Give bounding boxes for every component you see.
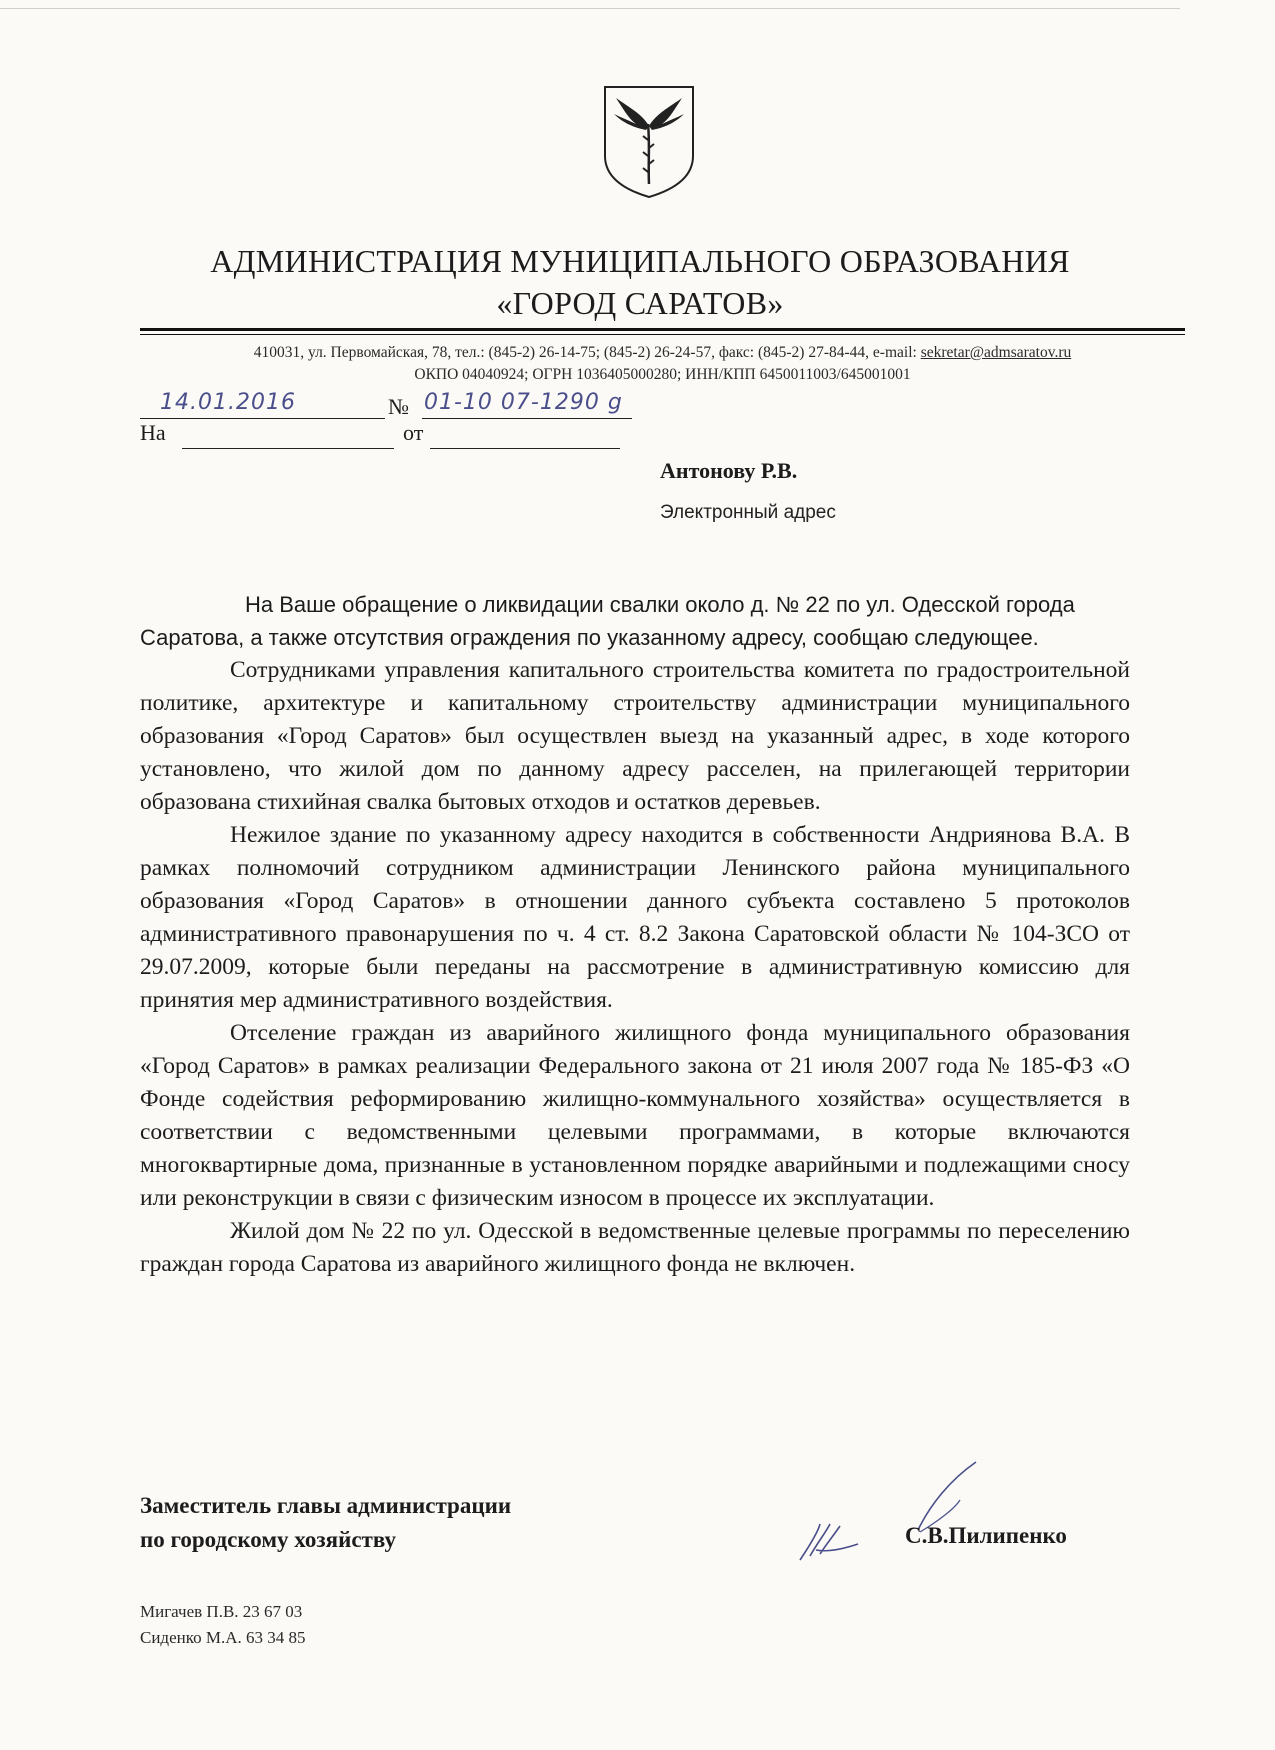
org-title-line1: АДМИНИСТРАЦИЯ МУНИЦИПАЛЬНОГО ОБРАЗОВАНИЯ: [210, 243, 1070, 279]
registration-date: 14.01.2016: [160, 390, 296, 415]
recipient-address: Электронный адрес: [660, 502, 836, 523]
scan-edge-line: [0, 8, 1180, 9]
org-title-line2: «ГОРОД САРАТОВ»: [496, 285, 784, 321]
signer-title: [140, 1489, 511, 1557]
registration-number: 01-10 07-1290 g: [424, 390, 623, 415]
number-underline: [422, 418, 632, 419]
executor-line: Мигачев П.В. 23 67 03: [140, 1602, 303, 1621]
reference-number-line: [182, 448, 394, 449]
date-underline: [140, 418, 385, 419]
contacts-line2: ОКПО 04040924; ОГРН 1036405000280; ИНН/КПП 6450011003/645001001: [414, 366, 911, 383]
paragraph-5: Жилой дом № 22 по ул. Одесской в ведомственные целевые программы по переселению граждан города Саратова из аварийного жилищного фонда не включен.: [140, 1218, 1130, 1277]
reference-from-label: от: [403, 420, 424, 445]
reference-row: [140, 420, 640, 450]
contacts-line1: [140, 342, 1185, 364]
paragraph-4: Отселение граждан из аварийного жилищного фонда муниципального образования «Город Саратов» в рамках реализации Федерального закона от 21 июля 2007 года № 185-ФЗ «О Фонде содействия реформированию жилищно-коммунального хозяйства» осуществляется в соответствии с ведомственными целевыми программами, в которые включаются многоквартирные дома, признанные в установленном порядке аварийными и подлежащими сносу или реконструкции в связи с физическим износом в процессе их эксплуатации.: [140, 1020, 1130, 1211]
executor-line: Сиденко М.А. 63 34 85: [140, 1628, 306, 1647]
registration-row: [140, 392, 700, 422]
paragraph-1: На Ваше обращение о ликвидации свалки около д. № 22 по ул. Одесской города Саратова, а также отсутствия ограждения по указанному адресу, сообщаю следующее.: [140, 592, 1075, 650]
number-label: №: [388, 394, 409, 419]
paragraph-3: Нежилое здание по указанному адресу находится в собственности Андриянова В.А. В рамках полномочий сотрудником администрации Ленинского района муниципального образования «Город Саратов» в отношении данного субъекта составлено 5 протоколов административного правонарушения по ч. 4 ст. 8.2 Закона Саратовской области № 104-ЗСО от 29.07.2009, которые были переданы на рассмотрение в административную комиссию для принятия мер административного воздействия.: [140, 822, 1130, 1013]
signer-name: С.В.Пилипенко: [905, 1523, 1067, 1548]
coat-of-arms-icon: [602, 84, 696, 200]
recipient-name: Антонову Р.В.: [660, 458, 798, 483]
signer-title-line1: Заместитель главы администрации: [140, 1493, 512, 1518]
header-rule-thick: [140, 328, 1185, 331]
handwritten-signature-icon: [780, 1460, 1000, 1570]
email-link[interactable]: sekretar@admsaratov.ru: [920, 344, 1072, 361]
letter-body: [140, 588, 1130, 1281]
reference-date-line: [430, 448, 620, 449]
paragraph-2: Сотрудниками управления капитального строительства комитета по градостроительной политике, архитектуре и капитальному строительству администрации муниципального образования «Город Саратов» был осуществлен выезд на указанный адрес, в ходе которого установлено, что жилой дом по данному адресу расселен, на прилегающей территории образована стихийная свалка бытовых отходов и остатков деревьев.: [140, 657, 1130, 815]
contacts-address-phones: 410031, ул. Первомайская, 78, тел.: (845-2) 26-14-75; (845-2) 26-24-57, факс: (845-2) 27-84-44, e-mail:: [253, 344, 921, 361]
signer-title-line2: по городскому хозяйству: [140, 1527, 396, 1552]
organization-title: [120, 240, 1160, 324]
contacts-block: [140, 342, 1185, 386]
header-rule-thin: [140, 334, 1185, 335]
executors-block: [140, 1599, 306, 1651]
reference-prefix: На: [140, 420, 166, 445]
